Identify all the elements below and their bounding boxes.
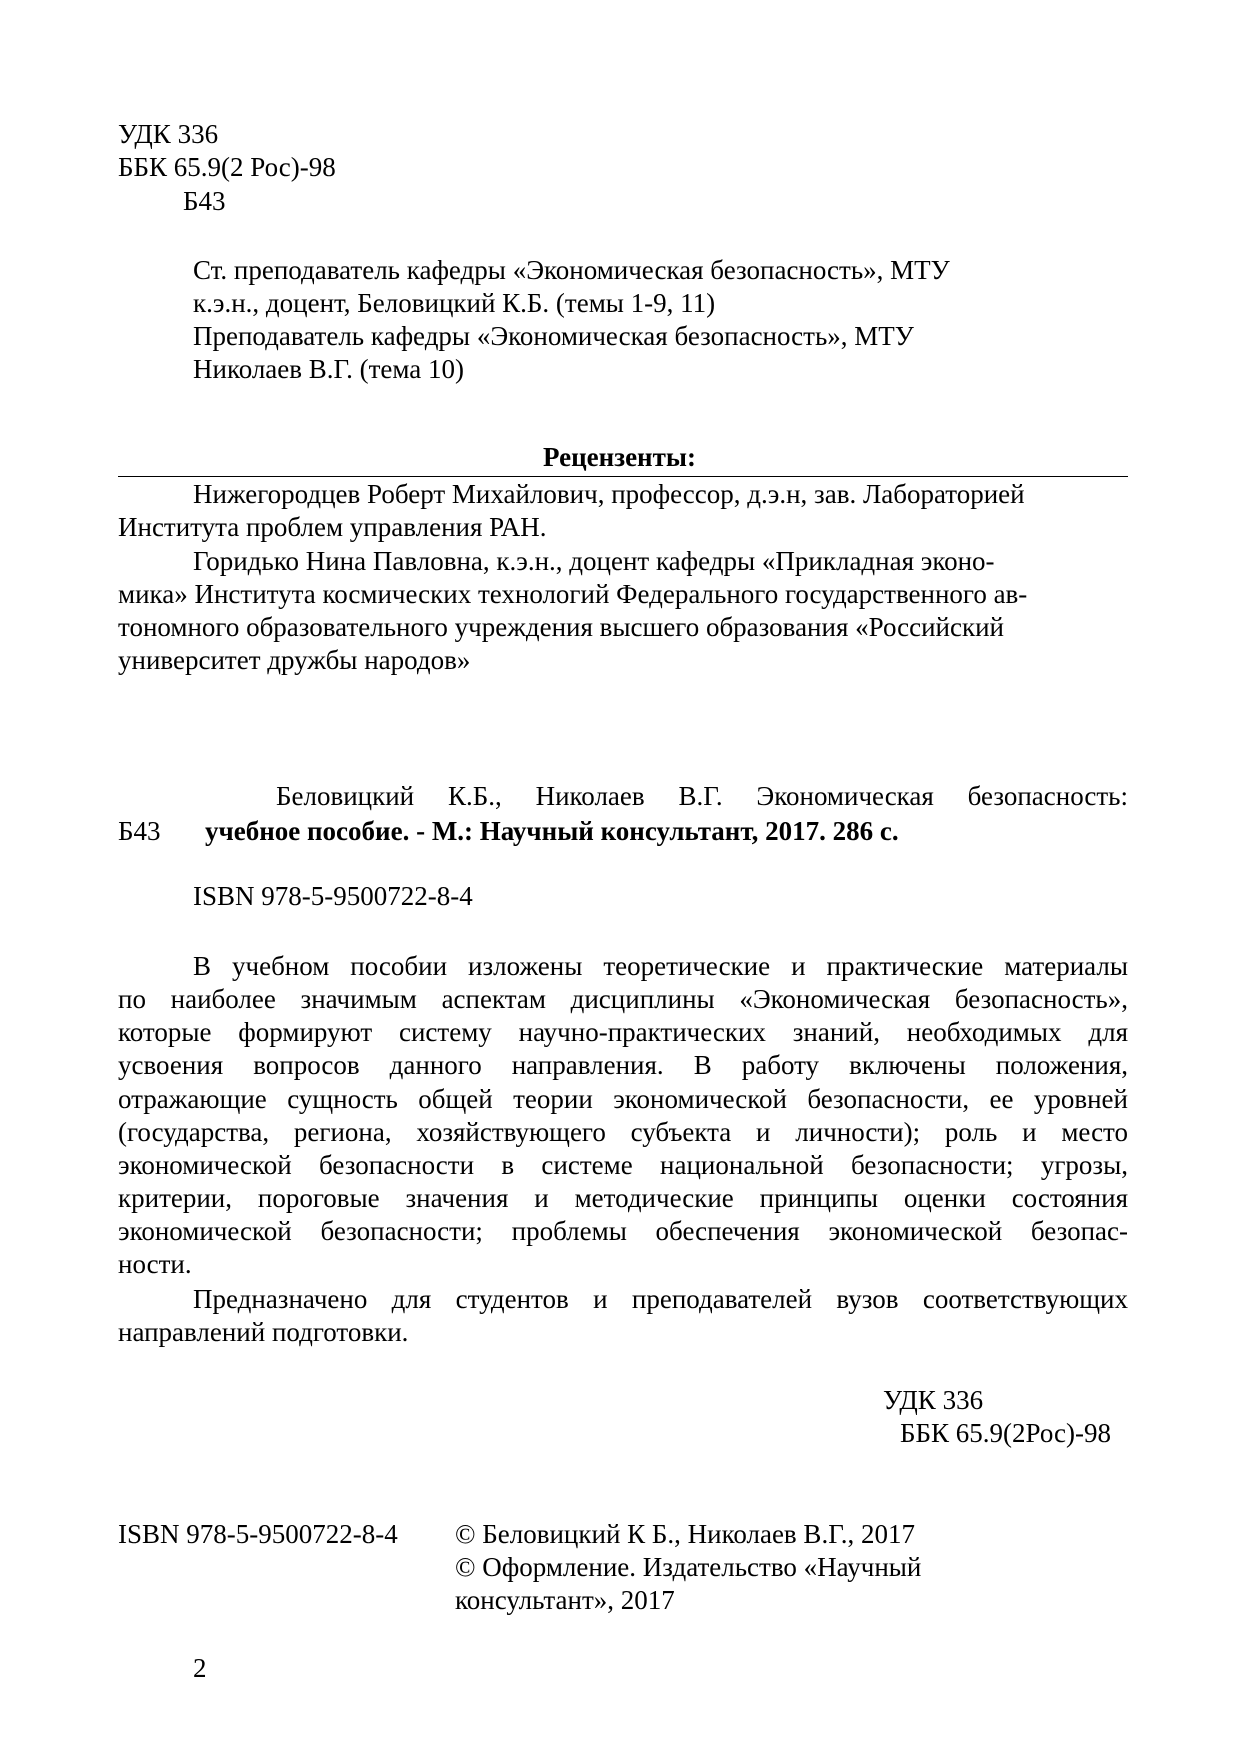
abstract-line: В учебном пособии изложены теоретические и практические материалы: [193, 951, 1128, 981]
author-mark: Б43: [183, 186, 226, 216]
udk-code: УДК 336: [118, 119, 219, 149]
purpose-line: Предназначено для студентов и преподавателей вузов соответствующих: [193, 1284, 1128, 1314]
abstract-line: экономической безопасности в системе национальной безопасности; угрозы,: [118, 1150, 1128, 1180]
reviewer-line: Нижегородцев Роберт Михайлович, профессор, д.э.н, зав. Лабораторией: [193, 479, 1025, 509]
isbn: ISBN 978-5-9500722-8-4: [193, 881, 473, 911]
citation-line: Беловицкий К.Б., Николаев В.Г. Экономическая безопасность:: [276, 781, 1128, 811]
udk-code: УДК 336: [883, 1385, 984, 1415]
abstract-line: усвоения вопросов данного направления. В работу включены положения,: [118, 1050, 1128, 1080]
reviewer-line: Горидько Нина Павловна, к.э.н., доцент кафедры «Прикладная эконо-: [193, 546, 995, 576]
abstract-line: ности.: [118, 1249, 192, 1279]
abstract-line: которые формируют систему научно-практических знаний, необходимых для: [118, 1017, 1128, 1047]
reviewer-line: университет дружбы народов»: [118, 645, 471, 675]
isbn: ISBN 978-5-9500722-8-4: [118, 1519, 398, 1549]
bbk-code: ББК 65.9(2Рос)-98: [900, 1418, 1111, 1448]
divider: [118, 476, 1128, 477]
author-line: Ст. преподаватель кафедры «Экономическая безопасность», МТУ: [193, 255, 950, 285]
abstract-line: отражающие сущность общей теории экономической безопасности, ее уровней: [118, 1084, 1128, 1114]
citation-line: учебное пособие. - М.: Научный консультант, 2017. 286 с.: [205, 816, 899, 846]
page-number: 2: [193, 1653, 207, 1683]
author-line: Николаев В.Г. (тема 10): [193, 354, 465, 384]
bbk-code: ББК 65.9(2 Рос)-98: [118, 152, 336, 182]
purpose-line: направлений подготовки.: [118, 1317, 409, 1347]
reviewer-line: тономного образовательного учреждения высшего образования «Российский: [118, 612, 1005, 642]
author-line: к.э.н., доцент, Беловицкий К.Б. (темы 1-9, 11): [193, 288, 716, 318]
copyright-line: консультант», 2017: [455, 1585, 675, 1615]
abstract-line: (государства, региона, хозяйствующего субъекта и личности); роль и место: [118, 1117, 1128, 1147]
abstract-line: экономической безопасности; проблемы обеспечения экономической безопас-: [118, 1216, 1128, 1246]
author-line: Преподаватель кафедры «Экономическая безопасность», МТУ: [193, 321, 914, 351]
copyright-line: © Оформление. Издательство «Научный: [455, 1552, 922, 1582]
abstract-line: критерии, пороговые значения и методические принципы оценки состояния: [118, 1183, 1128, 1213]
reviewer-line: Института проблем управления РАН.: [118, 512, 547, 542]
reviewers-heading: Рецензенты:: [543, 442, 696, 472]
copyright-line: © Беловицкий К Б., Николаев В.Г., 2017: [455, 1519, 916, 1549]
reviewer-line: мика» Института космических технологий Федерального государственного ав-: [118, 579, 1028, 609]
citation-code: Б43: [118, 816, 161, 846]
abstract-line: по наиболее значимым аспектам дисциплины «Экономическая безопасность»,: [118, 984, 1128, 1014]
